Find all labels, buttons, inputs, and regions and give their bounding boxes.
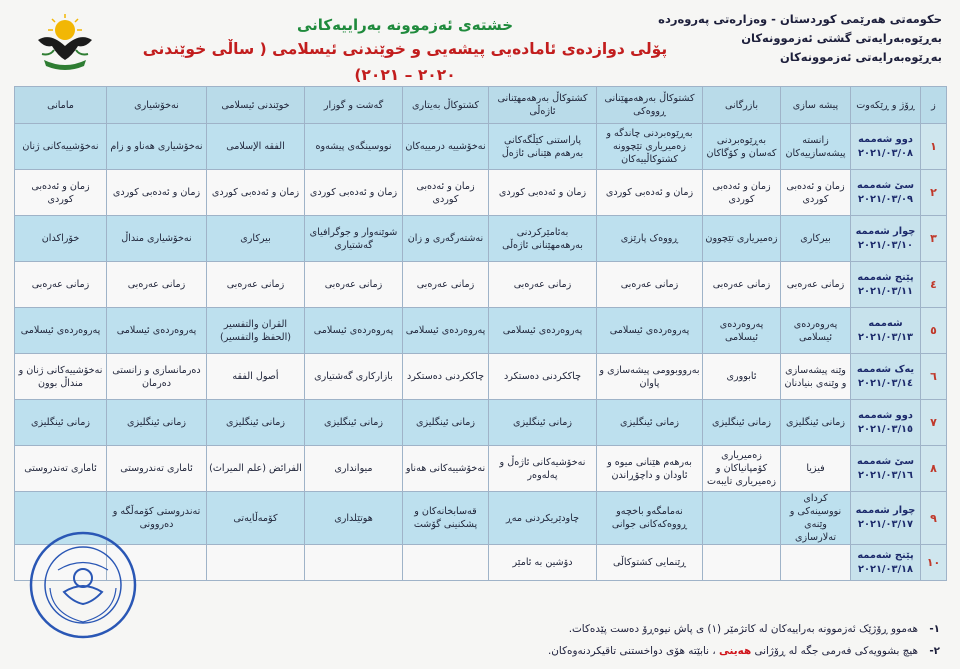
row-number: ٧ bbox=[921, 400, 947, 446]
day-name: یەک شەممە bbox=[856, 363, 915, 375]
table-row bbox=[15, 308, 947, 354]
subject-cell: وێنە پیشەسازی و وێنەی بنیادنان bbox=[781, 354, 851, 400]
subject-cell: زمان و ئەدەبی کوردی bbox=[781, 170, 851, 216]
row-number: ١ bbox=[921, 124, 947, 170]
subject-cell: پەروەردەی ئیسلامی bbox=[107, 308, 207, 354]
subject-cell: زەمیریاری تێچوون bbox=[703, 216, 781, 262]
note-number: ١- bbox=[929, 623, 940, 635]
table-row bbox=[15, 124, 947, 170]
subject-cell: زمان و ئەدەبی کوردی bbox=[703, 170, 781, 216]
exam-date: ٢٠٢١/٠٣/٠٨ bbox=[858, 147, 913, 159]
column-header: مامانی bbox=[15, 87, 107, 124]
subject-cell: زمان و ئەدەبی کوردی bbox=[403, 170, 489, 216]
table-row bbox=[15, 492, 947, 545]
subject-cell bbox=[305, 545, 403, 581]
subject-cell: زمانی ئینگلیزی bbox=[781, 400, 851, 446]
row-number: ١٠ bbox=[921, 545, 947, 581]
exam-date: ٢٠٢١/٠٣/١٦ bbox=[858, 469, 913, 481]
subject-cell: شوێنەوار و جوگرافیای گەشتیاری bbox=[305, 216, 403, 262]
subject-cell: زمانی ئینگلیزی bbox=[403, 400, 489, 446]
subject-cell bbox=[403, 545, 489, 581]
column-header: خوێندنی ئیسلامی bbox=[207, 87, 305, 124]
exam-date: ٢٠٢١/٠٣/١٣ bbox=[858, 331, 913, 343]
table-row bbox=[15, 262, 947, 308]
document-title: خشتەی ئەزموونە بەراییەکانی bbox=[296, 16, 514, 34]
subject-cell: زمان و ئەدەبی کوردی bbox=[15, 170, 107, 216]
day-name: سێ شەممە bbox=[856, 179, 915, 191]
day-name: سێ شەممە bbox=[856, 455, 915, 467]
subject-cell: دەرمانسازی و زانستی دەرمان bbox=[107, 354, 207, 400]
day-date-cell bbox=[851, 492, 921, 545]
column-header: پیشە سازی bbox=[781, 87, 851, 124]
day-date-cell bbox=[851, 262, 921, 308]
subject-cell: زمانی ئینگلیزی bbox=[207, 400, 305, 446]
day-date-cell bbox=[851, 400, 921, 446]
subject-cell: الفرائض (علم المیراث) bbox=[207, 446, 305, 492]
subject-cell: زمانی ئینگلیزی bbox=[15, 400, 107, 446]
subject-cell: میواندارى bbox=[305, 446, 403, 492]
notes-section bbox=[120, 618, 940, 662]
subject-cell: زانستە پیشەسازییەکان bbox=[781, 124, 851, 170]
document-subtitle: پۆلی دوازدەی ئامادەیی پیشەیی و خوێندنی ئیسلامی ( ساڵی خوێندنی ٢٠٢٠ – ٢٠٢١) bbox=[142, 40, 668, 84]
subject-cell: زمان و ئەدەبی کوردی bbox=[305, 170, 403, 216]
subject-cell bbox=[207, 545, 305, 581]
subject-cell: ئابووری bbox=[703, 354, 781, 400]
column-header: کشتوکاڵ بەرهەمهێنانی ڕووەکی bbox=[597, 87, 703, 124]
subject-cell: زمانی عەرەبی bbox=[597, 262, 703, 308]
subject-cell: زمانی عەرەبی bbox=[305, 262, 403, 308]
note-text: هەموو ڕۆژێک ئەزموونە بەراییەکان لە کاتژمێر (١) ی پاش نیوەڕۆ دەست پێدەکات. bbox=[568, 623, 918, 635]
subject-cell: بیرکاری bbox=[781, 216, 851, 262]
subject-cell: زەمیریاری کۆمپانیاکان و زەمیریاری تایبەت bbox=[703, 446, 781, 492]
subject-cell: کۆمەڵایەتی bbox=[207, 492, 305, 545]
subject-cell: نەخۆشیاری منداڵ bbox=[107, 216, 207, 262]
row-number: ٣ bbox=[921, 216, 947, 262]
subject-cell: بەڕێوەبردنی چاندگە و زەمیریاری تێچوونە کشتوکاڵییەکان bbox=[597, 124, 703, 170]
subject-cell: خۆراکدان bbox=[15, 216, 107, 262]
row-number: ٢ bbox=[921, 170, 947, 216]
ministry-heading bbox=[658, 10, 942, 67]
subject-cell: نەخۆشییەکانی ژنان و منداڵ بوون bbox=[15, 354, 107, 400]
day-name: دوو شەممە bbox=[858, 409, 913, 421]
exam-date: ٢٠٢١/٠٣/١٨ bbox=[858, 563, 913, 575]
note-highlight: هەینی bbox=[719, 645, 752, 657]
exam-date: ٢٠٢١/٠٣/٠٩ bbox=[858, 193, 913, 205]
subject-cell: پەروەردەی ئیسلامی bbox=[597, 308, 703, 354]
subject-cell: زمانی عەرەبی bbox=[15, 262, 107, 308]
table-header-row bbox=[15, 87, 947, 124]
subject-cell: چاککردنی دەستکرد bbox=[489, 354, 597, 400]
subject-cell bbox=[781, 545, 851, 581]
subject-cell: زمانی ئینگلیزی bbox=[703, 400, 781, 446]
subject-cell: پەروەردەی ئیسلامی bbox=[403, 308, 489, 354]
day-date-cell bbox=[851, 308, 921, 354]
subject-cell: نەخۆشییەکانی هەناو bbox=[403, 446, 489, 492]
subject-cell: زمان و ئەدەبی کوردی bbox=[597, 170, 703, 216]
subject-cell: بەڕێوەبردنی کەسان و کۆگاکان bbox=[703, 124, 781, 170]
exam-date: ٢٠٢١/٠٣/١٤ bbox=[858, 377, 913, 389]
column-header: بازرگانی bbox=[703, 87, 781, 124]
subject-cell: زمانی عەرەبی bbox=[207, 262, 305, 308]
exam-date: ٢٠٢١/٠٣/١٥ bbox=[858, 423, 913, 435]
note-text: هیچ بشوویەکی فەرمی جگە لە ڕۆژانی bbox=[751, 645, 918, 657]
subject-cell: زمانی ئینگلیزی bbox=[305, 400, 403, 446]
column-header: کشتوکاڵ بەیتاری bbox=[403, 87, 489, 124]
table-row bbox=[15, 400, 947, 446]
subject-cell: کردای نووسینەکی و وێنەی تەلارسازی bbox=[781, 492, 851, 545]
column-header: ڕۆژ و ڕێکەوت bbox=[851, 87, 921, 124]
subject-cell: چاککردنی دەستکرد bbox=[403, 354, 489, 400]
subject-cell: فیزیا bbox=[781, 446, 851, 492]
day-date-cell bbox=[851, 545, 921, 581]
day-date-cell bbox=[851, 354, 921, 400]
row-number: ٨ bbox=[921, 446, 947, 492]
subject-cell: زمانی ئینگلیزی bbox=[107, 400, 207, 446]
subject-cell: بازارکاری گەشتیاری bbox=[305, 354, 403, 400]
subject-cell: أصول الفقە bbox=[207, 354, 305, 400]
day-name: پێنج شەممە bbox=[857, 271, 914, 283]
title-block bbox=[135, 14, 675, 88]
subject-cell: نەمامگەو باخچەو ڕووەکەکانی جوانی bbox=[597, 492, 703, 545]
ministry-line-2: بەڕێوەبەرایەتی گشتی ئەزموونەکان bbox=[741, 31, 942, 45]
subject-cell: ڕووەک پارێزی bbox=[597, 216, 703, 262]
row-number: ٦ bbox=[921, 354, 947, 400]
day-name: پێنج شەممە bbox=[857, 549, 914, 561]
subject-cell: پەروەردەی ئیسلامی bbox=[15, 308, 107, 354]
subject-cell: زمانی ئینگلیزی bbox=[489, 400, 597, 446]
subject-cell: پاراستنی کێڵگەکانی بەرهەم هێنانی ئاژەڵ bbox=[489, 124, 597, 170]
subject-cell: بیرکاری bbox=[207, 216, 305, 262]
subject-cell: زمانی عەرەبی bbox=[781, 262, 851, 308]
subject-cell bbox=[703, 545, 781, 581]
subject-cell: ئاماری تەندروستی bbox=[15, 446, 107, 492]
subject-cell: پەروەردەی ئیسلامی bbox=[781, 308, 851, 354]
subject-cell: زمانی عەرەبی bbox=[107, 262, 207, 308]
subject-cell: نەشتەرگەری و زان bbox=[403, 216, 489, 262]
subject-cell: ئاماری تەندروستی bbox=[107, 446, 207, 492]
subject-cell: القران والتفسیر (الحفظ والتفسیر) bbox=[207, 308, 305, 354]
column-header: ز bbox=[921, 87, 947, 124]
subject-cell: بەرهەم هێنانی میوە و ئاودان و داچۆڕاندن bbox=[597, 446, 703, 492]
ministry-line-1: حکومەتی هەرێمی کوردستان - وەزارەتی پەروەردە bbox=[658, 12, 942, 26]
table-row bbox=[15, 354, 947, 400]
official-stamp-icon bbox=[28, 530, 138, 640]
day-name: شەممە bbox=[868, 317, 903, 329]
subject-cell: زمانی عەرەبی bbox=[489, 262, 597, 308]
subject-cell: چاودێریکردنی مەڕ bbox=[489, 492, 597, 545]
subject-cell: نووسینگەی پیشەوە bbox=[305, 124, 403, 170]
exam-schedule-table bbox=[14, 86, 947, 581]
table-row bbox=[15, 446, 947, 492]
subject-cell: نەخۆشییەکانی ژنان bbox=[15, 124, 107, 170]
subject-cell: نەخۆشییە درمییەکان bbox=[403, 124, 489, 170]
subject-cell: تەندروستی کۆمەڵگە و دەروونی bbox=[107, 492, 207, 545]
subject-cell bbox=[703, 492, 781, 545]
note-number: ٢- bbox=[929, 645, 940, 657]
subject-cell: زمانی عەرەبی bbox=[403, 262, 489, 308]
subject-cell: پەروەردەی ئیسلامی bbox=[703, 308, 781, 354]
note-text: ، نابێتە هۆی دواخستنی تاقیکردنەوەکان. bbox=[547, 645, 719, 657]
subject-cell: زمانی ئینگلیزی bbox=[597, 400, 703, 446]
exam-date: ٢٠٢١/٠٣/١٠ bbox=[858, 239, 913, 251]
row-number: ٤ bbox=[921, 262, 947, 308]
subject-cell: زمان و ئەدەبی کوردی bbox=[107, 170, 207, 216]
note-item bbox=[120, 640, 940, 662]
subject-cell: هوتێلداری bbox=[305, 492, 403, 545]
column-header: نەخۆشیاری bbox=[107, 87, 207, 124]
document-header bbox=[0, 0, 960, 82]
day-name: دوو شەممە bbox=[858, 133, 913, 145]
subject-cell: پەروەردەی ئیسلامی bbox=[305, 308, 403, 354]
table-body bbox=[15, 124, 947, 581]
subject-cell: بەئامێرکردنی بەرهەمهێنانی ئاژەڵی bbox=[489, 216, 597, 262]
day-date-cell bbox=[851, 170, 921, 216]
subject-cell: دۆشین بە ئامێر bbox=[489, 545, 597, 581]
day-name: چوار شەممە bbox=[855, 505, 916, 516]
subject-cell: زمان و ئەدەبی کوردی bbox=[207, 170, 305, 216]
day-date-cell bbox=[851, 124, 921, 170]
subject-cell: الفقە الإسلامی bbox=[207, 124, 305, 170]
day-date-cell bbox=[851, 216, 921, 262]
column-header: گەشت و گوزار bbox=[305, 87, 403, 124]
kurdistan-emblem-icon bbox=[30, 10, 100, 76]
day-name: چوار شەممە bbox=[855, 225, 916, 237]
row-number: ٥ bbox=[921, 308, 947, 354]
row-number: ٩ bbox=[921, 492, 947, 545]
subject-cell: نەخۆشیاری هەناو و زام bbox=[107, 124, 207, 170]
subject-cell: ڕێنمایی کشتوکاڵی bbox=[597, 545, 703, 581]
subject-cell: قەسابخانەکان و پشکنینی گۆشت bbox=[403, 492, 489, 545]
column-header: کشتوکاڵ بەرهەمهێنانی ئاژەڵی bbox=[489, 87, 597, 124]
subject-cell: زمان و ئەدەبی کوردی bbox=[489, 170, 597, 216]
ministry-line-3: بەڕێوەبەرایەتی ئەزموونەکان bbox=[779, 50, 942, 64]
subject-cell: بەرووبوومی پیشەسازی و پاوان bbox=[597, 354, 703, 400]
day-date-cell bbox=[851, 446, 921, 492]
table-row bbox=[15, 170, 947, 216]
subject-cell: زمانی عەرەبی bbox=[703, 262, 781, 308]
subject-cell: پەروەردەی ئیسلامی bbox=[489, 308, 597, 354]
note-item bbox=[120, 618, 940, 640]
table-row bbox=[15, 545, 947, 581]
exam-date: ٢٠٢١/٠٣/١٧ bbox=[858, 519, 913, 530]
subject-cell: نەخۆشیەکانی ئاژەڵ و پەلەوەر bbox=[489, 446, 597, 492]
table-row bbox=[15, 216, 947, 262]
exam-date: ٢٠٢١/٠٣/١١ bbox=[858, 285, 913, 297]
